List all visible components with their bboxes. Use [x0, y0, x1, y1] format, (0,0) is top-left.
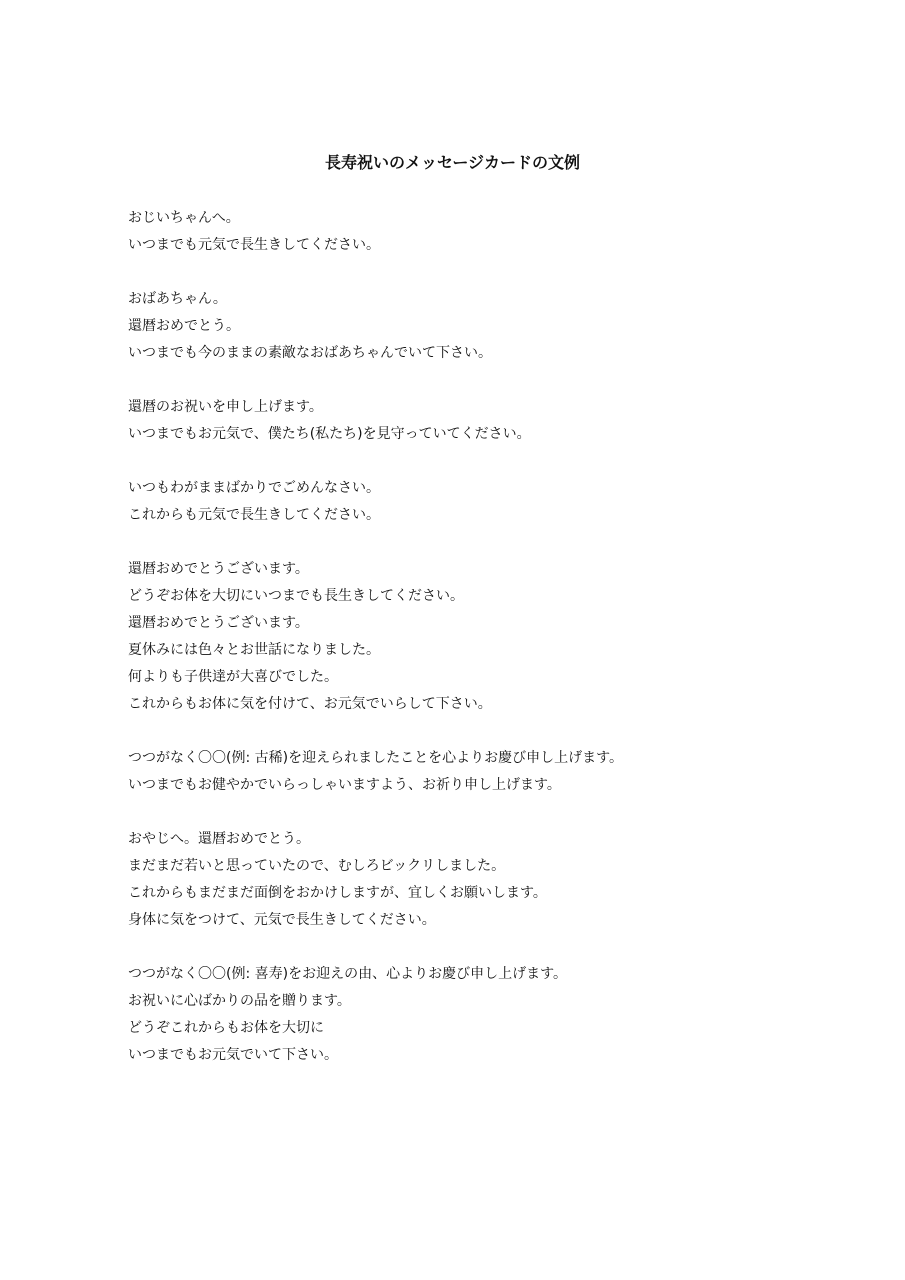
text-line: 還暦のお祝いを申し上げます。 — [128, 399, 323, 415]
message-paragraph — [128, 826, 848, 934]
text-line: お祝いに心ばかりの品を贈ります。 — [128, 993, 351, 1009]
message-paragraph — [128, 556, 848, 718]
text-line: 身体に気をつけて、元気で長生きしてください。 — [128, 912, 436, 928]
message-paragraph — [128, 286, 848, 367]
document-body — [128, 205, 848, 1096]
text-line: これからもお体に気を付けて、お元気でいらして下さい。 — [128, 696, 492, 712]
text-line: どうぞお体を大切にいつまでも長生きしてください。 — [128, 588, 464, 604]
text-line: 還暦おめでとうございます。 — [128, 615, 309, 631]
text-line: つつがなく〇〇(例: 古稀)を迎えられましたことを心よりお慶び申し上げます。 — [128, 750, 623, 766]
message-paragraph — [128, 205, 848, 259]
message-paragraph — [128, 961, 848, 1069]
text-line: これからも元気で長生きしてください。 — [128, 507, 380, 523]
document-title: 長寿祝いのメッセージカードの文例 — [324, 153, 581, 172]
text-line: いつまでも今のままの素敵なおばあちゃんでいて下さい。 — [128, 345, 492, 361]
text-line: いつまでもお元気で、僕たち(私たち)を見守っていてください。 — [128, 426, 531, 442]
text-line: どうぞこれからもお体を大切に — [128, 1020, 324, 1036]
text-line: いつまでもお健やかでいらっしゃいますよう、お祈り申し上げます。 — [128, 777, 561, 793]
text-line: 還暦おめでとうございます。 — [128, 561, 309, 577]
text-line: まだまだ若いと思っていたので、むしろビックリしました。 — [128, 858, 506, 874]
text-line: 還暦おめでとう。 — [128, 318, 240, 334]
text-line: これからもまだまだ面倒をおかけしますが、宜しくお願いします。 — [128, 885, 547, 901]
text-line: つつがなく〇〇(例: 喜寿)をお迎えの由、心よりお慶び申し上げます。 — [128, 966, 567, 982]
text-line: おやじへ。還暦おめでとう。 — [128, 831, 310, 847]
text-line: 何よりも子供達が大喜びでした。 — [128, 669, 338, 685]
text-line: いつもわがままばかりでごめんなさい。 — [128, 480, 380, 496]
text-line: いつまでもお元気でいて下さい。 — [128, 1047, 338, 1063]
text-line: おばあちゃん。 — [128, 291, 227, 307]
text-line: いつまでも元気で長生きしてください。 — [128, 237, 380, 253]
message-paragraph — [128, 745, 848, 799]
message-paragraph — [128, 475, 848, 529]
message-paragraph — [128, 394, 848, 448]
text-line: 夏休みには色々とお世話になりました。 — [128, 642, 380, 658]
text-line: おじいちゃんへ。 — [128, 210, 240, 226]
